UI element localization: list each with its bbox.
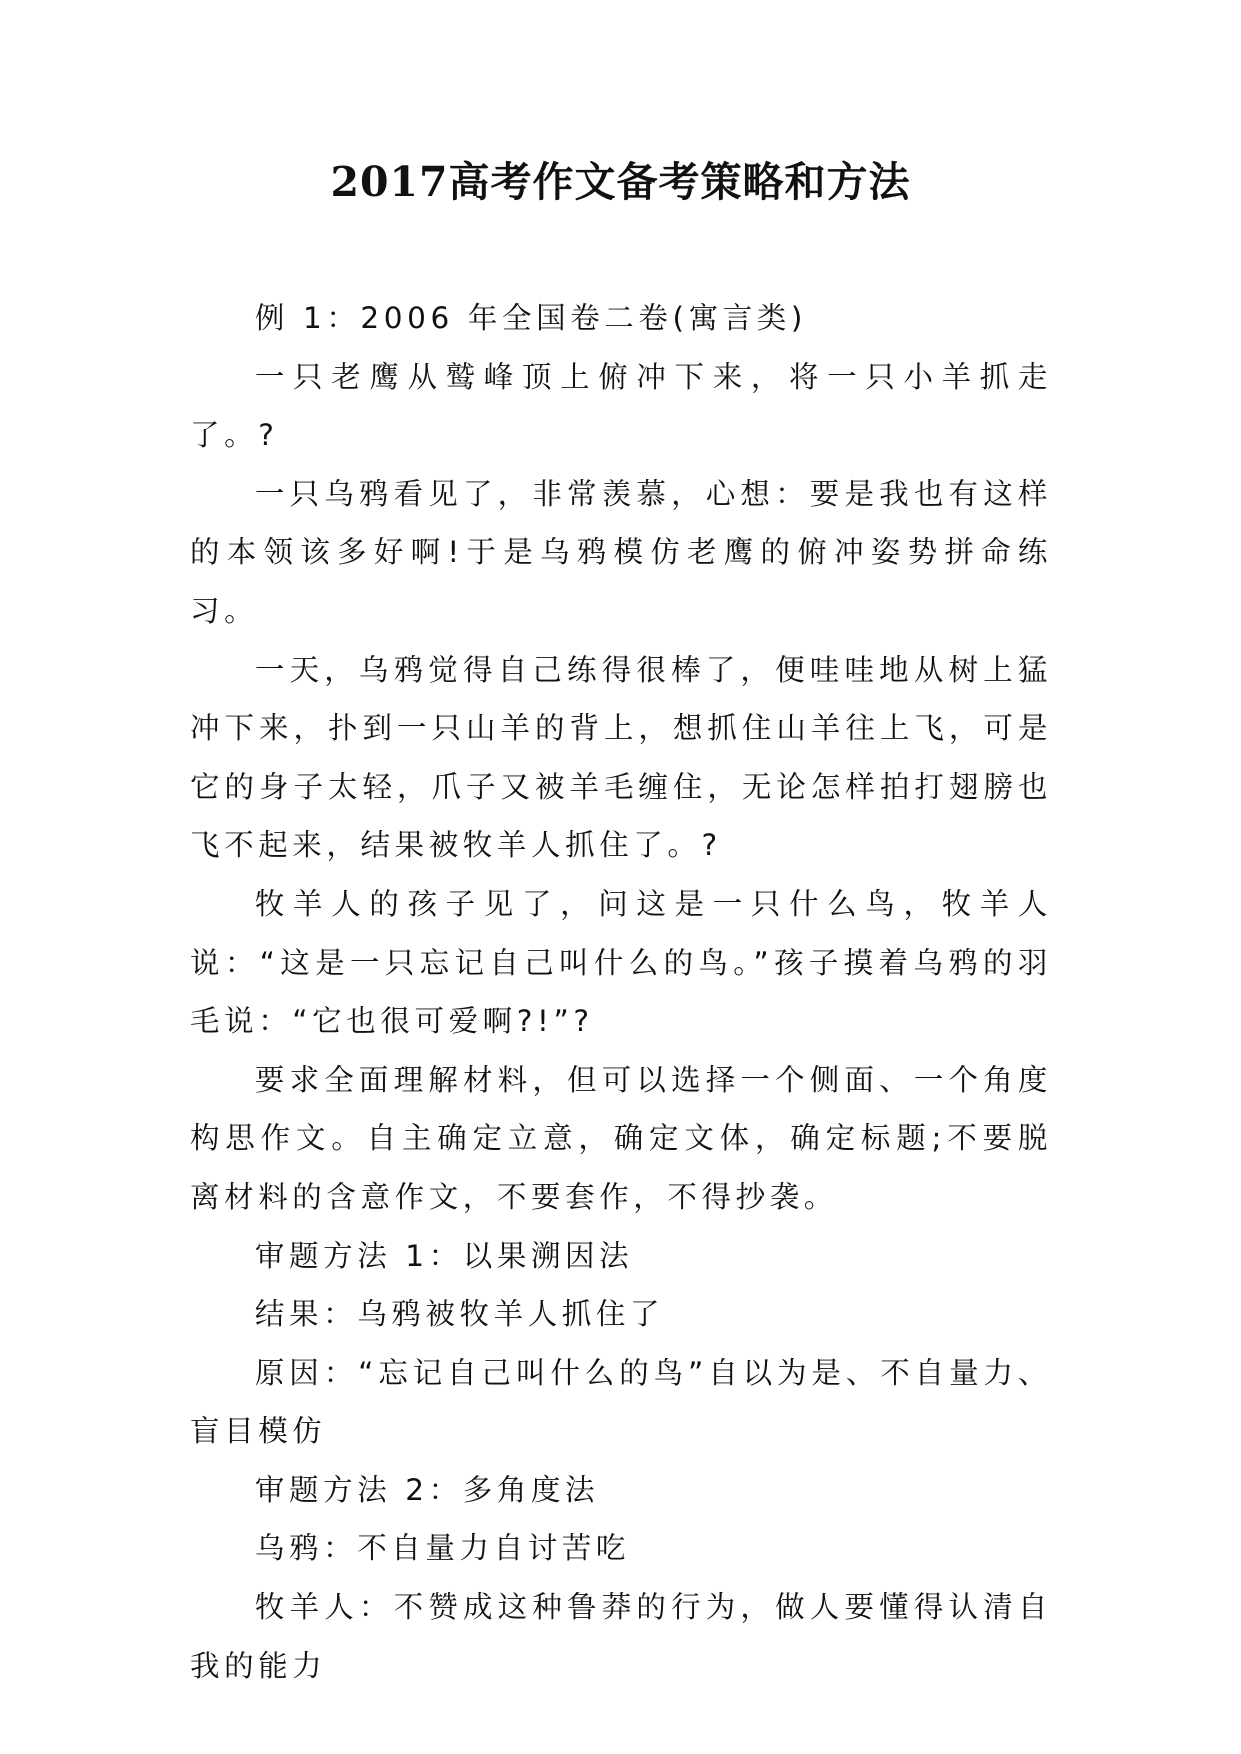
paragraph-crow-attempt: 一天，乌鸦觉得自己练得很棒了，便哇哇地从树上猛冲下来，扑到一只山羊的背上，想抓住山羊往上飞，可是它的身子太轻，爪子又被羊毛缠住，无论怎样拍打翅膀也飞不起来，结果被牧羊人抓住了。? bbox=[190, 652, 1052, 863]
paragraph-child-question: 牧羊人的孩子见了，问这是一只什么鸟，牧羊人说：“这是一只忘记自己叫什么的鸟。”孩子摸着乌鸦的羽毛说：“它也很可爱啊?!”? bbox=[190, 886, 1052, 1039]
paragraph-eagle: 一只老鹰从鹫峰顶上俯冲下来，将一只小羊抓走了。? bbox=[190, 359, 1052, 453]
paragraph-method-1: 审题方法 1：以果溯因法 bbox=[254, 1238, 634, 1273]
document-title: 2017高考作文备考策略和方法 bbox=[330, 158, 911, 206]
paragraph-requirements: 要求全面理解材料，但可以选择一个侧面、一个角度构思作文。自主确定立意，确定文体，确定标题;不要脱离材料的含意作文，不要套作，不得抄袭。 bbox=[190, 1062, 1052, 1214]
paragraph-crow-view: 乌鸦：不自量力自讨苦吃 bbox=[254, 1531, 630, 1566]
paragraph-method-2: 审题方法 2：多角度法 bbox=[254, 1472, 600, 1507]
document-body bbox=[190, 289, 1052, 1695]
paragraph-cause: 原因：“忘记自己叫什么的鸟”自以为是、不自量力、盲目模仿 bbox=[190, 1355, 1052, 1449]
paragraph-result: 结果：乌鸦被牧羊人抓住了 bbox=[254, 1297, 665, 1332]
paragraph-shepherd-view: 牧羊人：不赞成这种鲁莽的行为，做人要懂得认清自我的能力 bbox=[190, 1590, 1052, 1683]
paragraph-example-heading: 例 1：2006 年全国卷二卷(寓言类) bbox=[254, 301, 808, 335]
paragraph-crow-envy: 一只乌鸦看见了，非常羡慕，心想：要是我也有这样的本领该多好啊!于是乌鸦模仿老鹰的俯冲姿势拼命练习。 bbox=[190, 476, 1052, 628]
